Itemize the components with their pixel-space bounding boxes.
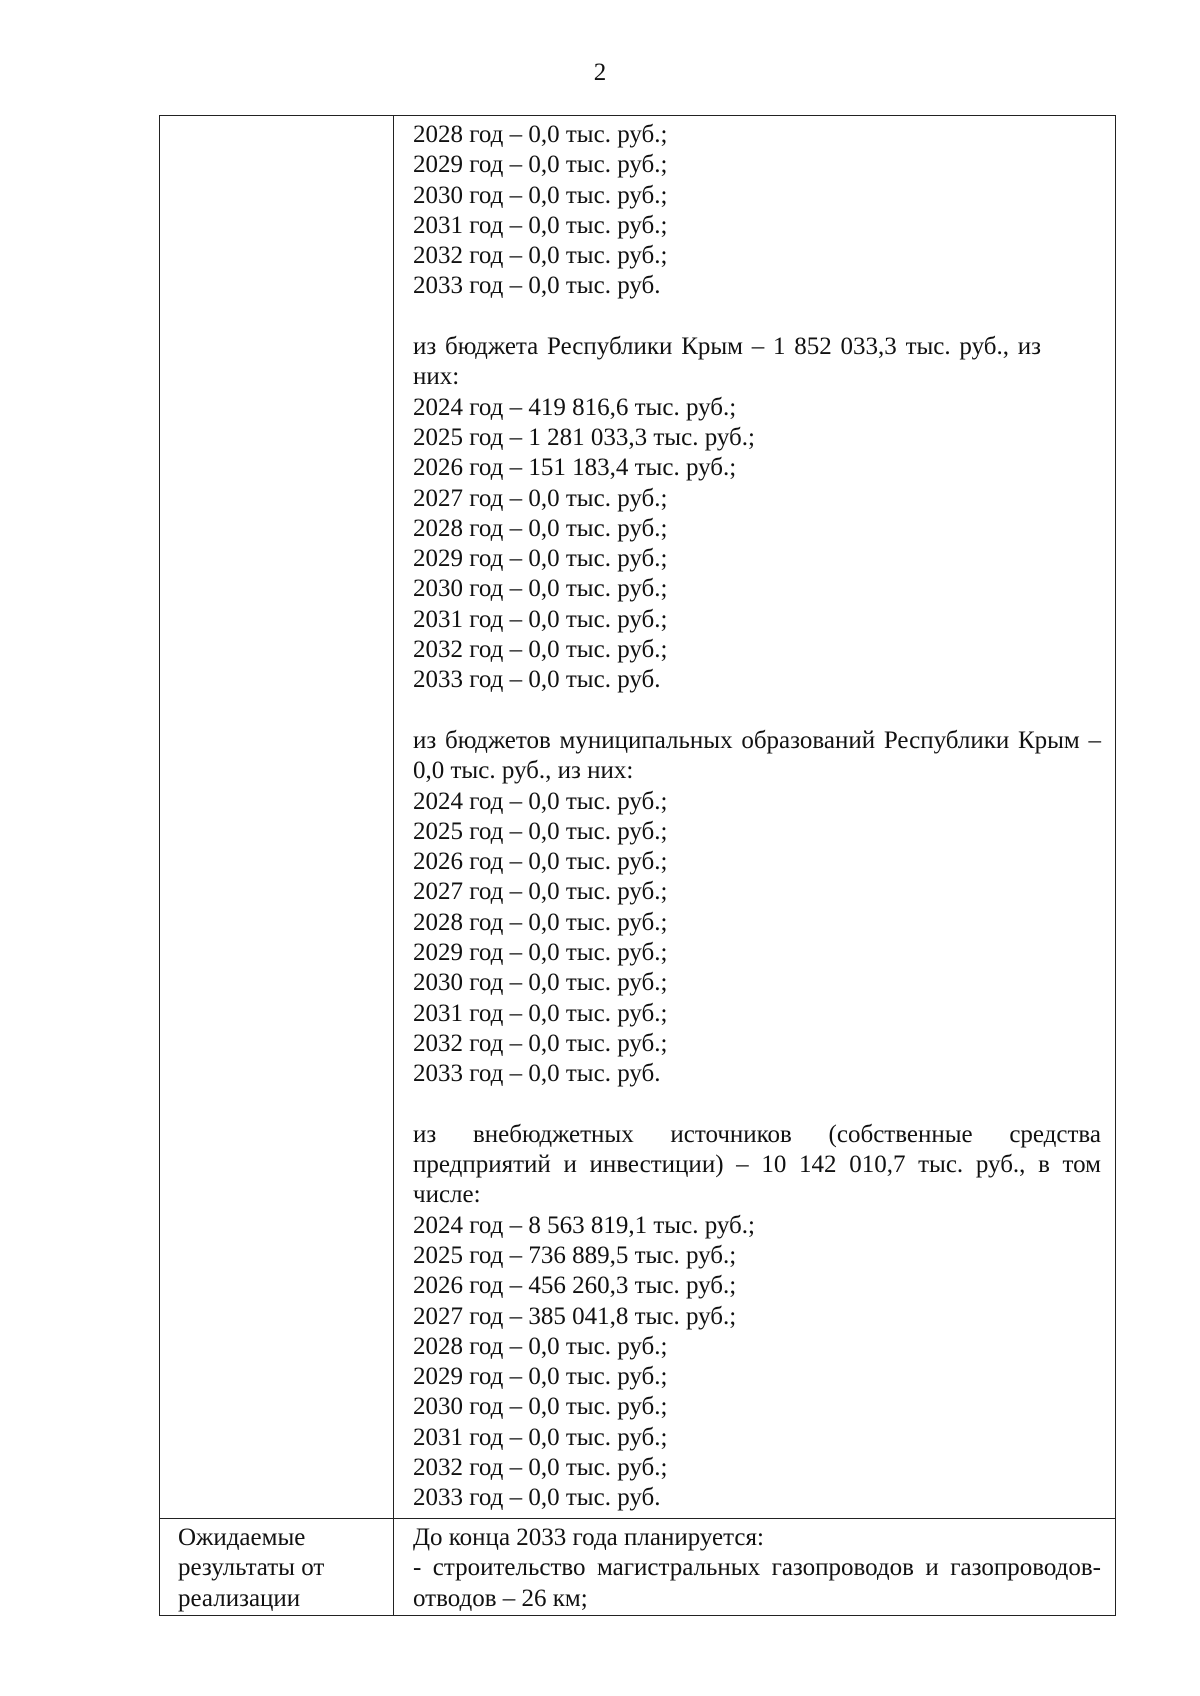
year-line: 2025 год – 1 281 033,3 тыс. руб.; xyxy=(413,423,755,451)
year-line: 2031 год – 0,0 тыс. руб.; xyxy=(413,605,668,633)
year-line: 2029 год – 0,0 тыс. руб.; xyxy=(413,151,668,179)
budget-crimea-block xyxy=(413,332,1101,696)
budget-municipal-heading: из бюджетов муниципальных образований Республики Крым – 0,0 тыс. руб., из них: xyxy=(413,726,1101,785)
year-line: 2033 год – 0,0 тыс. руб. xyxy=(413,666,661,694)
year-line: 2031 год – 0,0 тыс. руб.; xyxy=(413,999,668,1027)
expected-results-intro: До конца 2033 года планируется: xyxy=(413,1524,764,1551)
extrabudgetary-heading: из внебюджетных источников (собственные средства предприятий и инвестиции) – 10 142 010,7 тыс. руб., в том числе: xyxy=(413,1120,1101,1209)
year-line: 2032 год – 0,0 тыс. руб.; xyxy=(413,1029,668,1057)
year-line: 2026 год – 151 183,4 тыс. руб.; xyxy=(413,454,737,482)
year-line: 2029 год – 0,0 тыс. руб.; xyxy=(413,1363,668,1391)
year-line: 2028 год – 0,0 тыс. руб.; xyxy=(413,908,668,936)
year-line: 2024 год – 0,0 тыс. руб.; xyxy=(413,787,668,815)
continuation-block xyxy=(413,120,1101,302)
year-line: 2029 год – 0,0 тыс. руб.; xyxy=(413,545,668,573)
expected-results-row xyxy=(160,1519,1116,1616)
year-line: 2028 год – 0,0 тыс. руб.; xyxy=(413,514,668,542)
funding-label-cell xyxy=(160,116,394,1519)
year-line: 2032 год – 0,0 тыс. руб.; xyxy=(413,1454,668,1482)
year-line: 2031 год – 0,0 тыс. руб.; xyxy=(413,211,668,239)
funding-content-cell xyxy=(394,116,1116,1519)
expected-results-content-cell xyxy=(394,1519,1116,1616)
expected-results-item: - строительство магистральных газопроводов и газопроводов-отводов – 26 км; xyxy=(413,1554,1101,1612)
year-line: 2024 год – 8 563 819,1 тыс. руб.; xyxy=(413,1211,755,1239)
expected-results-label-cell xyxy=(160,1519,394,1616)
year-line: 2033 год – 0,0 тыс. руб. xyxy=(413,1060,661,1088)
year-line: 2033 год – 0,0 тыс. руб. xyxy=(413,1484,661,1512)
year-line: 2030 год – 0,0 тыс. руб.; xyxy=(413,969,668,997)
page-number: 2 xyxy=(593,59,607,86)
year-line: 2028 год – 0,0 тыс. руб.; xyxy=(413,1332,668,1360)
budget-municipal-block xyxy=(413,726,1101,1090)
year-line: 2033 год – 0,0 тыс. руб. xyxy=(413,272,661,300)
year-line: 2025 год – 736 889,5 тыс. руб.; xyxy=(413,1241,737,1269)
year-line: 2032 год – 0,0 тыс. руб.; xyxy=(413,242,668,270)
year-line: 2027 год – 0,0 тыс. руб.; xyxy=(413,484,668,512)
funding-row xyxy=(160,116,1116,1519)
year-line: 2031 год – 0,0 тыс. руб.; xyxy=(413,1423,668,1451)
year-line: 2029 год – 0,0 тыс. руб.; xyxy=(413,939,668,967)
year-line: 2026 год – 0,0 тыс. руб.; xyxy=(413,848,668,876)
year-line: 2024 год – 419 816,6 тыс. руб.; xyxy=(413,393,737,421)
year-line: 2025 год – 0,0 тыс. руб.; xyxy=(413,817,668,845)
year-line: 2027 год – 0,0 тыс. руб.; xyxy=(413,878,668,906)
year-line: 2030 год – 0,0 тыс. руб.; xyxy=(413,575,668,603)
year-line: 2030 год – 0,0 тыс. руб.; xyxy=(413,1393,668,1421)
program-passport-table xyxy=(159,115,1116,1616)
extrabudgetary-block xyxy=(413,1120,1101,1514)
year-line: 2032 год – 0,0 тыс. руб.; xyxy=(413,636,668,664)
year-line: 2030 год – 0,0 тыс. руб.; xyxy=(413,181,668,209)
year-line: 2028 год – 0,0 тыс. руб.; xyxy=(413,121,668,148)
expected-results-label: Ожидаемые результаты от реализации xyxy=(178,1524,325,1612)
budget-crimea-heading: из бюджета Республики Крым – 1 852 033,3 тыс. руб., из них: xyxy=(413,333,1041,391)
year-line: 2027 год – 385 041,8 тыс. руб.; xyxy=(413,1302,737,1330)
year-line: 2026 год – 456 260,3 тыс. руб.; xyxy=(413,1272,737,1300)
